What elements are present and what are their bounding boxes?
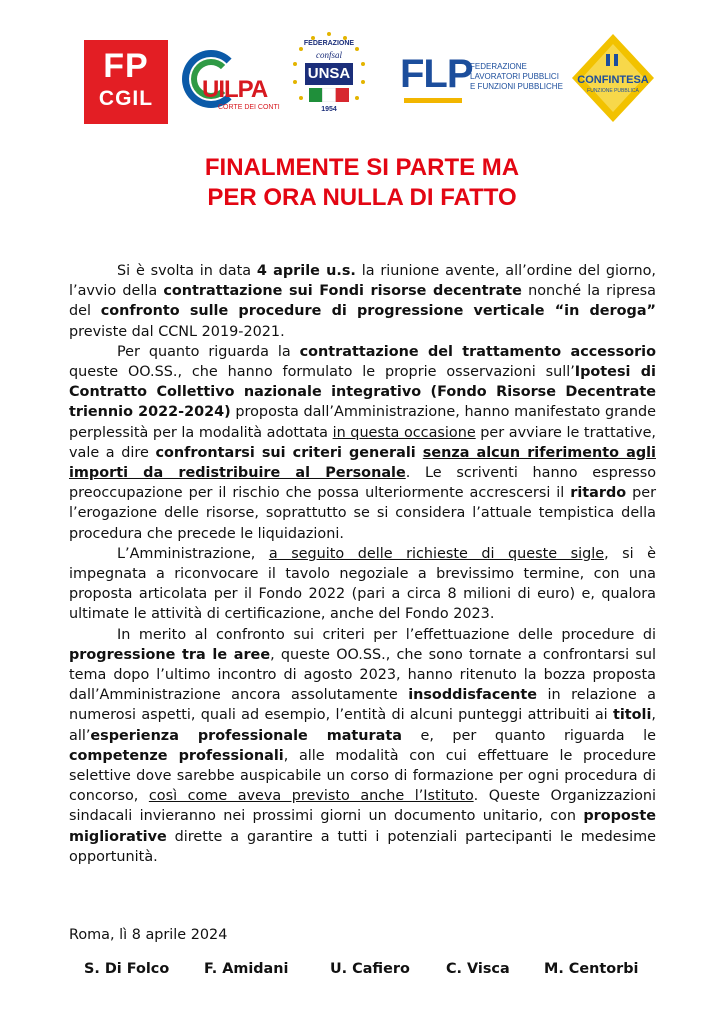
logos-bar [0,30,724,130]
text-run: insoddisfacente [408,687,538,704]
italian-flag-icon [309,88,349,102]
text-run: per avviare le trattative, vale a dire [69,424,656,461]
text-run: . Le scriventi hanno espresso preoccupazione per il rischio che possa ulteriormente accrescersi il [69,465,656,502]
signatory: U. Cafiero [330,961,410,977]
text-run: esperienza professionale maturata [90,727,402,744]
text-run: nonché la ripresa del [69,283,656,320]
flp-logo-text [470,62,563,92]
text-run: proposta dall’Amministrazione, hanno manifestato grande perplessità per la modalità adottata [69,404,656,441]
flp-logo-line1: FEDERAZIONE [470,62,527,71]
unsa-logo-federazione: FEDERAZIONE [303,40,355,47]
flp-logo-bar [404,98,462,103]
paragraph-3 [69,544,656,625]
text-run: in questa occasione [332,424,476,441]
fp-cgil-logo-line1: FP [103,47,149,85]
text-run: per l’erogazione delle risorse, soprattutto se si considera l’attuale tempistica della procedura che precede le liquidazioni. [69,485,656,542]
text-run: contrattazione del trattamento accessorio [299,343,656,360]
text-run: , queste OO.SS., che sono tornate a confrontarsi sul tema dopo l’ultimo incontro di agosto 2023, hanno ritenuto la bozza proposta dall’Amministrazione ancora assolutamente [69,646,657,704]
text-run: titoli [612,707,652,724]
signatory: M. Centorbi [544,961,639,977]
confintesa-diamond [570,32,656,124]
text-run: previste dal CCNL 2019-2021. [69,323,285,340]
title-line-2: PER ORA NULLA DI FATTO [207,184,517,211]
signatories [84,961,644,983]
uilpa-logo-sub: CORTE DEI CONTI [218,104,280,111]
text-run: ritardo [570,485,627,502]
text-run: Si è svolta in data [117,263,257,279]
flp-logo-line2: LAVORATORI PUBBLICI [470,72,559,81]
flp-logo [400,48,563,118]
confintesa-logo-name: CONFINTESA [577,74,649,86]
text-run: queste OO.SS., che hanno formulato le proprie osservazioni sull’ [69,364,575,381]
text-run: progressione tra le aree [69,646,271,663]
text-run: confronto sulle procedure di progressione verticale “in deroga” [100,303,657,320]
uilpa-logo-name: UILPA [202,76,268,103]
unsa-logo [288,30,370,130]
paragraph-2 [69,342,656,544]
confintesa-logo [570,32,656,124]
uilpa-logo [182,46,280,126]
text-run: a seguito delle richieste di queste sigle [268,545,605,562]
signatory: C. Visca [446,961,510,977]
flp-logo-mark: FLP [400,52,473,96]
text-run: confrontarsi sui criteri generali [155,444,423,461]
text-run: contrattazione sui Fondi risorse decentrate [163,283,522,300]
confintesa-logo-sub: FUNZIONE PUBBLICA [587,88,639,94]
text-run: , si è impegnata a riconvocare il tavolo negoziale a brevissimo termine, con una proposta articolata per il Fondo 2022 (pari a circa 8 milioni di euro) e, qualora ultimate le attività di certificazione, anche del Fondo 2023. [69,545,656,623]
fp-cgil-logo [84,40,168,124]
text-run: competenze professionali [69,747,284,764]
text-run: Per quanto riguarda la [117,343,300,360]
text-run: proposte migliorative [69,808,656,845]
text-run: Ipotesi di Contratto Collettivo nazionale integrativo (Fondo Risorse Decentrate triennio 2022-2024) [69,364,656,421]
unsa-logo-name: UNSA [305,63,353,85]
unsa-logo-confsal: confsal [316,50,342,60]
signatory: S. Di Folco [84,961,170,977]
text-run: , alle modalità con cui effettuare le procedure selettive dove sarebbe auspicabile un corso di formazione per ogni procedura di concorso, [69,747,656,805]
text-run: . Queste Organizzazioni sindacali invieranno nei prossimi giorni un documento unitario, con [69,788,657,825]
title-line-1: FINALMENTE SI PARTE MA [204,154,520,181]
text-run: 4 aprile u.s. [256,263,356,279]
text-run: senza alcun riferimento agli importi da redistribuire al Personale [69,444,656,482]
paragraph-4 [69,625,656,867]
fp-cgil-logo-line2: CGIL [98,87,154,110]
text-run: In merito al confronto sui criteri per l’effettuazione delle procedure di [117,626,656,643]
text-run: L’Amministrazione, [117,545,269,562]
paragraph-1 [69,261,656,342]
document-body [69,261,656,867]
flp-logo-line3: E FUNZIONI PUBBLICHE [470,82,563,91]
signatory: F. Amidani [204,961,289,977]
text-run: la riunione avente, all’ordine del giorno, l’avvio della [69,263,656,300]
text-run: così come aveva previsto anche l’Istituto [148,788,474,805]
unsa-logo-year: 1954 [321,106,337,113]
place-date: Roma, lì 8 aprile 2024 [69,927,228,943]
text-run: e, per quanto riguarda le [401,727,656,744]
text-run: dirette a garantire a tutti i potenziali partecipanti le medesime opportunità. [69,828,656,865]
document-title [0,153,724,213]
text-run: in relazione a numerosi aspetti, quali ad esempio, l’entità di alcuni punteggi attribuiti ai [69,687,656,724]
text-run: , all’ [69,707,656,744]
